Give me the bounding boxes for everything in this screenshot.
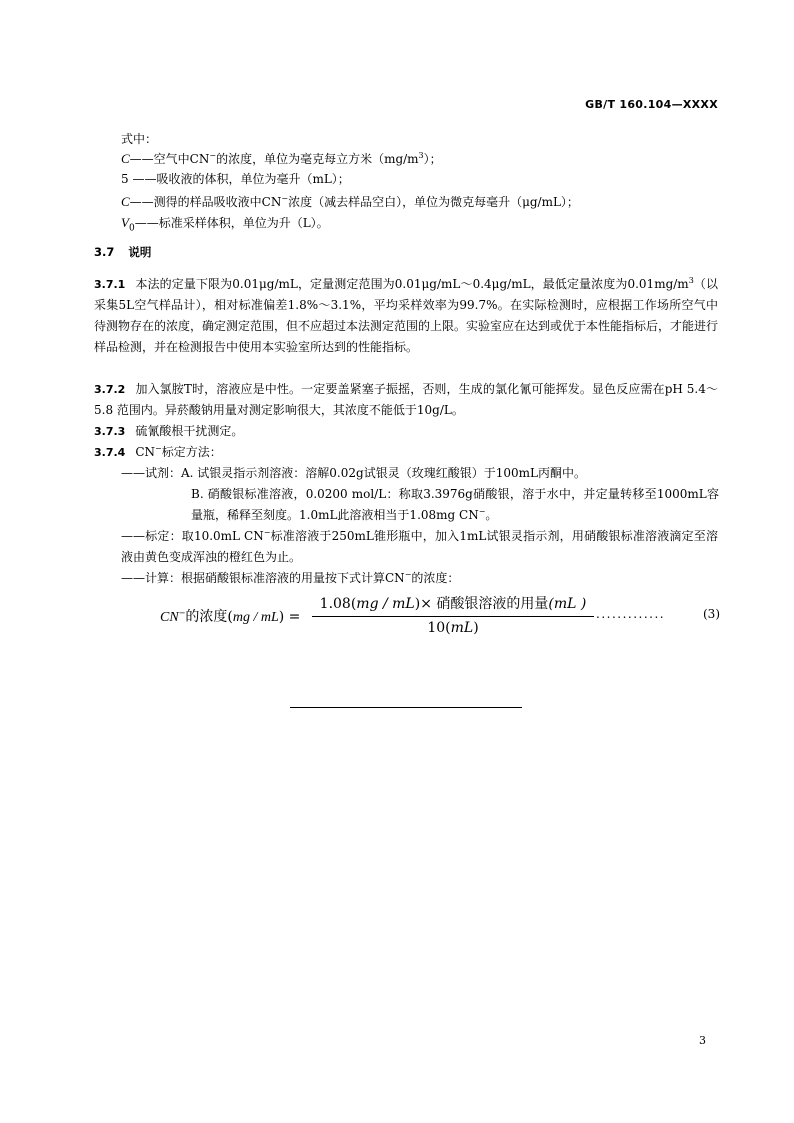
legend-v0-text: ——标准采样体积，单位为升（L）。 (134, 216, 329, 230)
numerator-b: )× 硝酸银溶液的用量 (414, 596, 549, 612)
minus-sup: − (404, 570, 412, 579)
calibration-text-b: 标准溶液于250mL锥形瓶中，加入1mL试银灵指示剂，用硝酸银标准溶液滴定至溶液由黄色变成浑浊的橙红色为止。 (121, 529, 718, 564)
item-text: 加入氯胺T时，溶液应是中性。一定要盖紧塞子振摇，否则，生成的氯化氰可能挥发。显色反应需在pH 5.4～5.8 范围内。异菸酸钠用量对测定影响很大，其浓度不能低于10g/L。 (94, 382, 718, 417)
calibration (121, 526, 718, 568)
cube-sup: 3 (418, 151, 424, 160)
item-text-a: 本法的定量下限为0.01μg/mL，定量测定范围为0.01μg/mL～0.4μg/mL，最低定量浓度为0.01mg/m (135, 277, 689, 291)
legend-c2-text-b: 浓度（减去样品空白），单位为微克每毫升（μg/mL）； (288, 195, 579, 209)
formula-lhs-end: ) = (278, 609, 301, 625)
denominator-a: 10( (427, 620, 451, 636)
formula-number: (3) (703, 607, 720, 621)
item-number: 3.7.3 (94, 425, 126, 438)
fraction-bar (312, 616, 594, 617)
minus-sup: − (263, 528, 271, 537)
legend-v-text: ——吸收液的体积，单位为毫升（mL）； (128, 172, 350, 186)
symbol-c: C (121, 151, 130, 166)
calculation (121, 568, 459, 589)
minus-sup: − (155, 444, 162, 453)
section-title: 说明 (128, 245, 152, 259)
formula-lhs (160, 606, 300, 626)
item-text-a: CN (135, 445, 156, 459)
calibration-text-a: ——标定：取10.0mL CN (121, 529, 264, 543)
formula-numerator (312, 594, 594, 614)
formula-fraction (312, 594, 594, 638)
legend-c (121, 149, 442, 169)
numerator-c: (mL ) (548, 596, 587, 612)
formula-lhs-unit: mg / mL (232, 610, 279, 625)
symbol-c2: C (121, 194, 130, 209)
denominator-end: ) (473, 620, 479, 636)
item-number: 3.7.4 (94, 446, 126, 459)
cube-sup: 3 (688, 276, 694, 285)
legend-v (121, 170, 350, 189)
formula-cn: CN (160, 610, 179, 625)
denominator-unit: mL (450, 620, 474, 636)
legend-v0 (121, 213, 329, 233)
formula-denominator (312, 618, 594, 638)
minus-sup: − (281, 194, 289, 203)
section-heading (94, 244, 151, 260)
legend-c-text-c: ）； (423, 152, 442, 166)
reagent-b-text: B. 硝酸银标准溶液，0.0200 mol/L：称取3.3976g硝酸银，溶于水中，并定量转移至1000mL容量瓶，稀释至刻度。1.0mL此溶液相当于1.08mg CN (191, 487, 719, 522)
end-rule (290, 707, 522, 708)
legend-c-text-b: 的浓度，单位为毫克每立方米（mg/m (216, 152, 419, 166)
legend-intro: 式中： (121, 132, 158, 146)
item-number: 3.7.1 (94, 278, 126, 291)
formula-leader-dots: ............. (596, 607, 666, 621)
formula-lhs-text: 的浓度( (185, 609, 233, 625)
formula-3 (160, 594, 720, 638)
item-text: 硫氰酸根干扰测定。 (135, 424, 244, 438)
reagent-a: ——试剂：A. 试银灵指示剂溶液：溶解0.02g试银灵（玫瑰红酸银）于100mL丙酮中。 (121, 466, 586, 480)
page-number: 3 (699, 1034, 706, 1047)
item-number: 3.7.2 (94, 383, 126, 396)
reagent-b (191, 484, 719, 526)
calculation-text-a: ——计算：根据硝酸银标准溶液的用量按下式计算CN (121, 571, 405, 585)
section-number: 3.7 (94, 245, 115, 259)
symbol-v0-sub: 0 (128, 223, 135, 234)
item-3-7-4 (94, 442, 718, 463)
numerator-a: 1.08( (319, 596, 357, 612)
minus-sup: − (209, 151, 217, 160)
reagent-b-end: 。 (485, 508, 498, 522)
legend-c2-text-a: ——测得的样品吸收液中CN (129, 195, 282, 209)
item-text-b: （以采集5L空气样品计），相对标准偏差1.8%～3.1%，平均采样效率为99.7%。在实际检测时，应根据工作场所空气中待测物存在的浓度，确定测定范围，但不应超过本法测定范围的上限。实验室应在达到或优于本性能指标后，才能进行样品检测，并在检测报告中使用本实验室所达到的性能指标。 (94, 277, 719, 354)
symbol-v0: V (121, 215, 129, 230)
legend-c2 (121, 192, 579, 212)
minus-sup: − (478, 507, 486, 516)
item-3-7-2 (94, 379, 718, 421)
calculation-text-b: 的浓度： (411, 571, 460, 585)
item-3-7-3 (94, 421, 718, 442)
legend-c-text-a: ——空气中CN (129, 152, 210, 166)
standard-code: GB/T 160.104—XXXX (585, 98, 718, 111)
minus-sup: − (178, 608, 186, 618)
numerator-unit: mg / mL (356, 596, 415, 612)
item-text-b: 标定方法： (161, 445, 222, 459)
item-3-7-1 (94, 274, 718, 358)
symbol-v: 5 (121, 172, 129, 186)
